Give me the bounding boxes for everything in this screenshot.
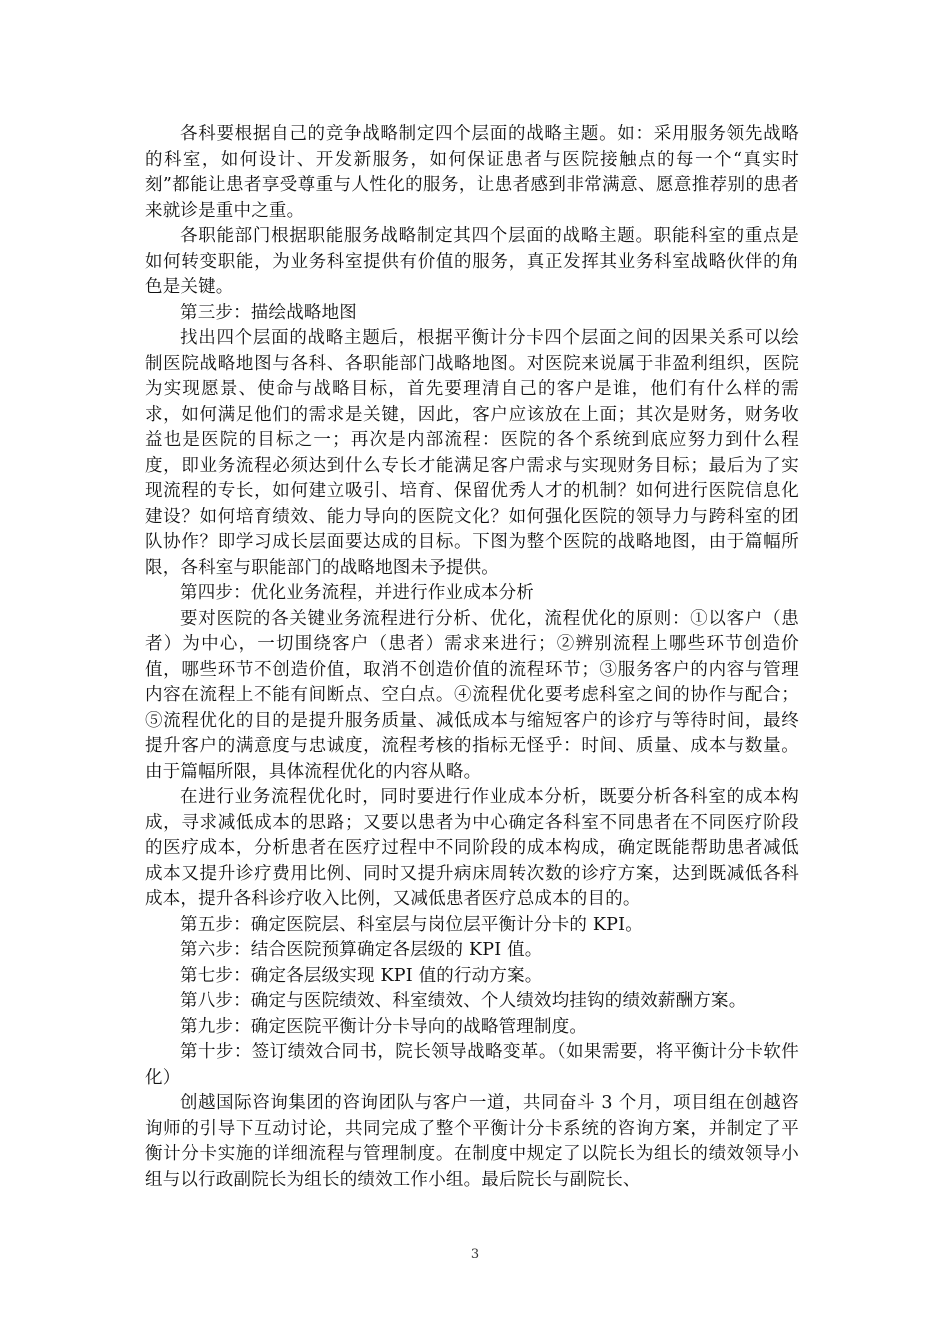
step-7-item: 第七步：确定各层级实现 KPI 值的行动方案。: [180, 965, 543, 986]
step-4-heading: 第四步：优化业务流程，并进行作业成本分析: [180, 583, 534, 603]
paragraph-process-optimization: 要对医院的各关键业务流程进行分析、优化，流程优化的原则：①以客户（患者）为中心，一切围绕客户（患者）需求来进行；②辨别流程上哪些环节创造价值，哪些环节不创造价值，取消不创造价值的流程环节；③服务客户的内容与管理内容在流程上不能有间断点、空白点。④流程优化要考虑科室之间的协作与配合；⑤流程优化的目的是提升服务质量、减低成本与缩短客户的诊疗与等待时间，最终提升客户的满意度与忠诚度，流程考核的指标无怪乎：时间、质量、成本与数量。由于篇幅所限，具体流程优化的内容从略。: [145, 608, 799, 782]
page-number: 3: [470, 1247, 480, 1262]
paragraph-strategy-map: 找出四个层面的战略主题后，根据平衡计分卡四个层面之间的因果关系可以绘制医院战略地图与各科、各职能部门战略地图。对医院来说属于非盈利组织，医院为实现愿景、使命与战略目标，首先要理清自己的客户是谁，他们有什么样的需求，如何满足他们的需求是关键，因此，客户应该放在上面；其次是财务，财务收益也是医院的目标之一；再次是内部流程：医院的各个系统到底应努力到什么程度，即业务流程必须达到什么专长才能满足客户需求与实现财务目标；最后为了实现流程的专长，如何建立吸引、培育、保留优秀人才的机制？如何进行医院信息化建设？如何培育绩效、能力导向的医院文化？如何强化医院的领导力与跨科室的团队协作？即学习成长层面要达成的目标。下图为整个医院的战略地图，由于篇幅所限，各科室与职能部门的战略地图未予提供。: [145, 328, 799, 578]
step-9-item: 第九步：确定医院平衡计分卡导向的战略管理制度。: [180, 1016, 588, 1037]
step-6-item: 第六步：结合医院预算确定各层级的 KPI 值。: [180, 940, 543, 960]
step-8-item: 第八步：确定与医院绩效、科室绩效、个人绩效均挂钩的绩效薪酬方案。: [180, 991, 747, 1011]
document-body: [145, 122, 799, 1193]
paragraph-strategy-themes-departments: 各科要根据自己的竞争战略制定四个层面的战略主题。如：采用服务领先战略的科室，如何设计、开发新服务，如何保证患者与医院接触点的每一个“真实时刻”都能让患者享受尊重与人性化的服务，让患者感到非常满意、愿意推荐别的患者来就诊是重中之重。: [145, 124, 799, 221]
paragraph-strategy-themes-functions: 各职能部门根据职能服务战略制定其四个层面的战略主题。职能科室的重点是如何转变职能，为业务科室提供有价值的服务，真正发挥其业务科室战略伙伴的角色是关键。: [145, 226, 799, 297]
step-5-item: 第五步：确定医院层、科室层与岗位层平衡计分卡的 KPI。: [180, 914, 643, 935]
paragraph-consulting-team: 创越国际咨询集团的咨询团队与客户一道，共同奋斗 3 个月，项目组在创越咨询师的引导下互动讨论，共同完成了整个平衡计分卡系统的咨询方案，并制定了平衡计分卡实施的详细流程与管理制度。在制度中规定了以院长为组长的绩效领导小组与以行政副院长为组长的绩效工作小组。最后院长与副院长、: [145, 1093, 799, 1190]
step-10-item: 第十步：签订绩效合同书，院长领导战略变革。（如果需要，将平衡计分卡软件化）: [145, 1042, 799, 1088]
step-3-heading: 第三步：描绘战略地图: [180, 302, 357, 323]
paragraph-activity-cost-analysis: 在进行业务流程优化时，同时要进行作业成本分析，既要分析各科室的成本构成，寻求减低成本的思路；又要以患者为中心确定各科室不同患者在不同医疗阶段的医疗成本，分析患者在医疗过程中不同阶段的成本构成，确定既能帮助患者减低成本又提升诊疗费用比例、同时又提升病床周转次数的诊疗方案，达到既减低各科成本，提升各科诊疗收入比例，又减低患者医疗总成本的目的。: [145, 787, 799, 909]
